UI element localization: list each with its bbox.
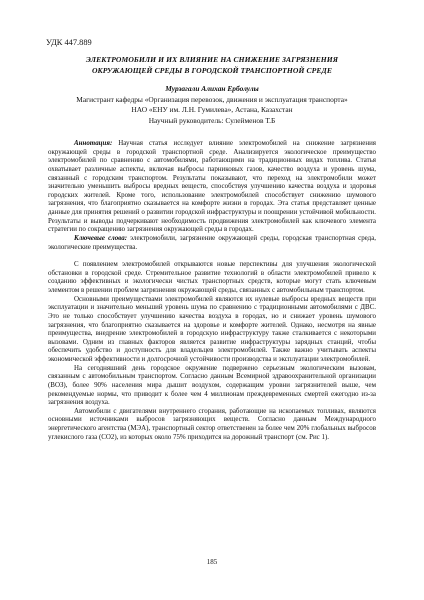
author-name: Мурзагали Алихан Ерболулы [165,84,259,93]
title-line-2: ОКРУЖАЮЩЕЙ СРЕДЫ В ГОРОДСКОЙ ТРАНСПОРТНОЙ СРЕДЕ [91,65,333,75]
body-paragraph: С появлением электромобилей открываются новые перспективы для улучшения экологической обстановки в городской среде. Стремительное развитие технологий в области электромобилей привело к созданию эффективных и экологически чистых транспортных средств, которые могут стать ключевым элементом в решении проблем загрязнения окружающей среды, связанных с автомобильным транспортом. [48,260,376,294]
body-paragraph: На сегодняшний день городское окружение подвержено серьезным экологическим вызовам, связанным с автомобильным транспортом. Согласно данным Всемирной здравоохранительной организации (ВОЗ), более 90% населения мира дышит воздухом, содержащим уровни загрязнителей выше, чем рекомендуемые нормы, что приводит к более чем 4 миллионам преждевременных смертей ежегодно из-за загрязнения воздуха. [48,363,376,407]
scientific-supervisor: Научный руководитель: Сулейменов Т.Б [148,115,276,125]
keywords-text: электромобили, загрязнение окружающей среды, городская транспортная среда, экологические преимущества. [48,233,376,251]
body-paragraph: Основными преимуществами электромобилей являются их нулевые выбросы вредных веществ при эксплуатации и значительно меньший уровень шума по сравнению с традиционными автомобилями с ДВС. Это не только способствует улучшению качества воздуха в городах, но и снижает уровень шумового загрязнения, что благоприятно сказывается на здоровье и комфорте жителей. Однако, несмотря на явные преимущества, внедрение электромобилей в городскую инфраструктуру также сталкивается с некоторыми вызовами. Одним из главных факторов является развитие инфраструктуры зарядных станций, чтобы обеспечить удобство и доступность для владельцев электромобилей. Также важно учитывать аспекты экономической эффективности и долгосрочной устойчивости производства и эксплуатации электромобилей. [48,294,376,363]
page-number: 185 [206,558,218,566]
udk-code: УДК 447.889 [46,38,92,47]
article-title [60,55,364,76]
author-position: Магистрант кафедры «Организация перевозок, движения и эксплуатация транспорта» [76,94,348,104]
keywords-label: Ключевые слова: [74,233,128,242]
abstract-label: Аннотация: [74,139,113,147]
author-affiliation: НАО «ЕНУ им. Л.Н. Гумилева», Астана, Казахстан [131,105,293,115]
article-body [48,139,376,441]
title-line-1: ЭЛЕКТРОМОБИЛИ И ИХ ВЛИЯНИЕ НА СНИЖЕНИЕ ЗАГРЯЗНЕНИЯ [85,55,339,64]
keywords [48,234,376,251]
abstract-text: Научная статья исследует влияние электромобилей на снижение загрязнения окружающей среды в городской транспортной среде. Анализируется экологическое преимущество электромобилей по сравнению с автомобилями, работающими на традиционных видах топлива. Статья охватывает различные аспекты, включая выбросы парниковых газов, качество воздуха и уровень шума, связанный с городским транспортом. Результаты показывают, что переход на электромобили может значительно уменьшить выбросы вредных веществ, способствуя улучшению качества воздуха и здоровья городских жителей. Кроме того, использование электромобилей способствует снижению шумового загрязнения, что благоприятно сказывается на комфорте жизни в городах. Эта статья представляет ценные данные для принятия решений о развитии городской инфраструктуры и поощрении устойчивой мобильности. Результаты и выводы подчеркивают необходимость продвижения электромобилей как ключевого элемента стратегии по сокращению загрязнения окружающей среды в городах. [48,139,376,234]
body-paragraph: Автомобили с двигателями внутреннего сгорания, работающие на ископаемых топливах, являются основными источниками выбросов загрязняющих веществ. Согласно данным Международного энергетического агентства (МЭА), транспортный сектор ответственен за более чем 20% глобальных выбросов углекислого газа (CO2), из которых около 75% приходится на дорожный транспорт (см. Рис 1). [48,406,376,441]
abstract [48,139,376,234]
author-block [60,84,364,126]
